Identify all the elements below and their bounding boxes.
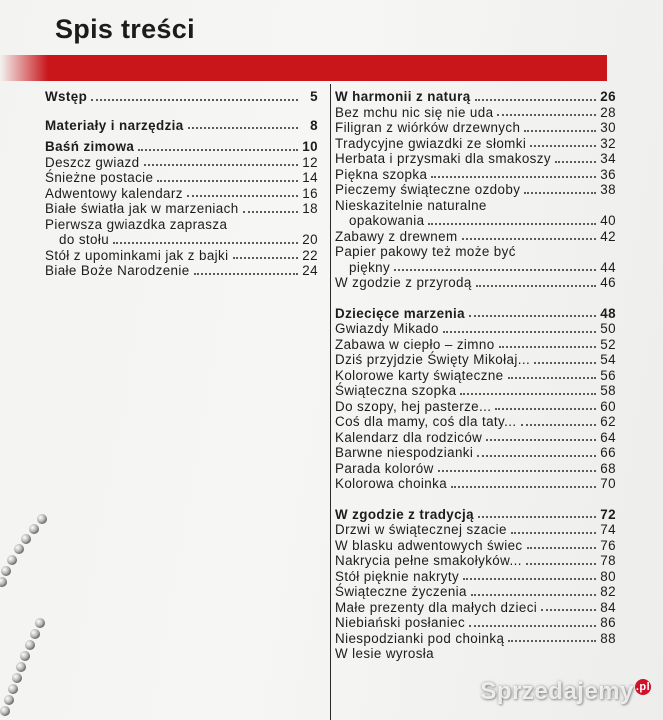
dot-leader [521,419,596,426]
column-divider [330,84,331,720]
dot-leader [443,326,596,333]
toc-section-heading[interactable] [45,89,318,105]
toc-entry-label: Zabawy z drewnem [335,228,458,244]
toc-entry-label: Materiały i narzędzia [45,117,184,133]
toc-page-number: 78 [600,553,616,568]
dot-leader [469,310,596,317]
toc-entry-label: Filigran z wiórków drzewnych [335,120,521,135]
toc-page-number: 80 [600,568,616,584]
toc-page-number: 58 [600,383,616,398]
toc-page-number: 28 [600,104,616,120]
toc-entry-label: Dziś przyjdzie Święty Mikołaj... [335,352,531,367]
toc-section-heading[interactable] [45,118,318,134]
toc-page-number: 54 [600,352,616,367]
dot-leader [541,604,596,611]
toc-entry-label: Białe Boże Narodzenie [45,263,190,278]
dot-leader [462,233,597,240]
toc-entry[interactable] [335,182,616,198]
dot-leader [243,206,298,213]
toc-entry[interactable] [335,430,616,446]
toc-page-number: 86 [600,615,616,630]
toc-section-heading[interactable] [45,139,318,155]
toc-entry[interactable] [335,244,616,260]
toc-entry-label: Coś dla mamy, coś dla taty... [335,414,517,429]
toc-entry[interactable] [335,136,616,152]
toc-entry-label: Nieskazitelnie naturalne [335,197,487,213]
toc-entry-label: Pieczemy świąteczne ozdoby [335,182,521,197]
toc-entry-label: Piękna szopka [335,166,428,182]
toc-entry[interactable] [335,522,616,538]
toc-entry-label: Niebiański posłaniec [335,615,466,630]
toc-page-number: 52 [600,336,616,352]
toc-page-number: 42 [600,228,616,244]
toc-entry-label: Wstęp [45,89,88,104]
toc-entry-label: Nakrycia pełne smakołyków... [335,553,522,568]
dot-leader [508,635,596,642]
toc-entry[interactable] [335,275,616,291]
toc-page-number: 32 [600,135,616,151]
toc-entry-label: Adwentowy kalendarz [45,185,183,201]
watermark-suffix: .pl [635,681,651,693]
toc-entry[interactable] [335,615,616,631]
toc-page-number: 38 [600,182,616,197]
toc-entry-label: W blasku adwentowych świec [335,537,523,553]
dot-leader [478,511,596,518]
dot-leader [138,144,298,151]
toc-page-number: 18 [302,201,318,216]
toc-entry[interactable] [335,198,616,214]
dot-leader [486,434,596,441]
dot-leader [233,252,298,259]
toc-right-column [335,89,616,662]
toc-entry-label: W lesie wyrosła [335,646,435,661]
toc-page-number: 8 [310,117,318,133]
toc-entry-label: Kolorowe karty świąteczne [335,367,504,383]
toc-page-number: 48 [600,305,616,321]
dot-leader [451,481,596,488]
toc-entry[interactable] [45,232,318,248]
toc-entry-label: Drzwi w świątecznej szacie [335,522,507,537]
dot-leader [431,171,596,178]
toc-page-number: 50 [600,321,616,336]
dot-leader [495,403,596,410]
toc-entry-label: Dziecięce marzenia [335,305,466,321]
bead-chain-decoration [0,505,60,720]
toc-entry[interactable] [335,584,616,600]
toc-entry[interactable] [335,399,616,415]
toc-page-number: 74 [600,522,616,537]
watermark-logo [480,678,651,706]
toc-entry[interactable] [335,414,616,430]
dot-leader [530,140,596,147]
dot-leader [526,558,596,565]
toc-entry[interactable] [335,167,616,183]
toc-entry[interactable] [335,538,616,554]
toc-page-number: 10 [302,139,318,154]
dot-leader [460,388,596,395]
toc-page-number: 66 [600,445,616,460]
toc-page-number: 40 [600,213,616,228]
toc-page-number: 88 [600,630,616,646]
dot-leader [428,218,596,225]
toc-entry-label: opakowania [349,213,425,228]
toc-entry[interactable] [335,260,616,276]
toc-entry[interactable] [335,646,616,662]
toc-entry-label: Do szopy, hej pasterze... [335,398,492,414]
toc-entry[interactable] [335,445,616,461]
dot-leader [499,341,596,348]
toc-entry[interactable] [335,229,616,245]
toc-entry-label: Bez mchu nic się nie uda [335,104,494,120]
toc-entry-label: Stół z upominkami jak z bajki [45,247,229,263]
toc-entry[interactable] [335,631,616,647]
title-accent-bar [0,55,607,81]
toc-entry-label: Parada kolorów [335,460,434,476]
dot-leader [555,156,596,163]
dot-leader [527,542,596,549]
toc-entry-label: Kalendarz dla rodziców [335,429,483,445]
toc-entry[interactable] [45,263,318,279]
toc-section-heading[interactable] [335,89,616,105]
toc-entry-label: piękny [349,259,391,275]
toc-page-number: 62 [600,414,616,429]
toc-page-number: 68 [600,460,616,476]
toc-entry[interactable] [335,105,616,121]
toc-entry-label: Zabawa w ciepło – zimno [335,336,495,352]
toc-entry-label: Barwne niespodzianki [335,445,474,460]
toc-entry[interactable] [45,248,318,264]
toc-entry[interactable] [335,337,616,353]
toc-entry-label: Stół pięknie nakryty [335,568,460,584]
dot-leader [113,237,298,244]
toc-page-number: 60 [600,398,616,414]
toc-page-number: 36 [600,166,616,182]
toc-entry-label: W zgodzie z przyrodą [335,275,472,290]
toc-entry-label: W zgodzie z tradycją [335,506,474,522]
dot-leader [187,190,298,197]
toc-entry[interactable] [45,186,318,202]
toc-page-number: 34 [600,151,616,166]
toc-entry[interactable] [335,321,616,337]
toc-entry[interactable] [335,600,616,616]
toc-left-column [45,89,318,279]
toc-entry-label: Papier pakowy też może być [335,244,516,259]
toc-entry-label: Pierwsza gwiazdka zaprasza [45,216,228,232]
toc-page-number: 56 [600,367,616,383]
toc-page-number: 5 [310,89,318,104]
toc-entry-label: Deszcz gwiazd [45,154,140,170]
toc-page-number: 16 [302,185,318,201]
toc-page-number: 84 [600,599,616,615]
toc-page-number: 14 [302,170,318,185]
toc-entry[interactable] [45,155,318,171]
toc-entry-label: Baśń zimowa [45,139,135,154]
dot-leader [91,94,298,101]
dot-leader [534,357,596,364]
toc-page-number: 64 [600,429,616,445]
dot-leader [497,109,596,116]
toc-entry-label: Gwiazdy Mikado [335,321,439,336]
toc-entry-label: W harmonii z naturą [335,89,471,104]
dot-leader [476,280,596,287]
toc-page-number: 44 [600,259,616,275]
toc-entry[interactable] [335,120,616,136]
dot-leader [477,450,596,457]
dot-leader [524,125,596,132]
toc-page-number: 26 [600,89,616,104]
toc-entry-label: Świąteczna szopka [335,383,457,398]
toc-page-number: 30 [600,120,616,135]
toc-page-number: 24 [302,263,318,278]
toc-entry-label: Herbata i przysmaki dla smakoszy [335,151,551,166]
dot-leader [463,573,596,580]
toc-entry[interactable] [335,151,616,167]
toc-page-number: 46 [600,275,616,290]
page-title: Spis treści [55,14,195,44]
toc-entry[interactable] [335,553,616,569]
toc-section-heading[interactable] [335,306,616,322]
toc-page-number: 22 [302,247,318,263]
toc-entry[interactable] [335,383,616,399]
dot-leader [511,527,596,534]
dot-leader [157,175,298,182]
dot-leader [194,268,298,275]
toc-page-number: 72 [600,506,616,522]
toc-section-heading[interactable] [335,507,616,523]
dot-leader [144,159,298,166]
toc-page-number: 20 [302,232,318,247]
toc-entry-label: Śnieżne postacie [45,170,154,185]
toc-entry-label: Białe światła jak w marzeniach [45,201,239,216]
dot-leader [475,94,596,101]
toc-entry[interactable] [335,352,616,368]
toc-entry[interactable] [45,201,318,217]
toc-entry[interactable] [335,569,616,585]
dot-leader [438,465,596,472]
toc-entry[interactable] [45,217,318,233]
dot-leader [524,187,596,194]
toc-entry[interactable] [335,476,616,492]
watermark-text: Sprzedajemy [480,678,634,705]
toc-page-number: 12 [302,154,318,170]
dot-leader [394,264,596,271]
toc-entry-label: Kolorowa choinka [335,476,448,491]
dot-leader [508,372,596,379]
toc-entry[interactable] [335,368,616,384]
toc-entry-label: Niespodzianki pod choinką [335,630,505,646]
toc-entry[interactable] [335,461,616,477]
toc-entry[interactable] [335,213,616,229]
toc-page-number: 70 [600,476,616,491]
dot-leader [188,122,298,129]
dot-leader [471,589,596,596]
toc-entry-label: Tradycyjne gwiazdki ze słomki [335,135,527,151]
dot-leader [469,620,596,627]
toc-page-number: 76 [600,537,616,553]
toc-page-number: 82 [600,584,616,599]
toc-entry[interactable] [45,170,318,186]
toc-entry-label: do stołu [59,232,110,247]
toc-entry-label: Małe prezenty dla małych dzieci [335,599,538,615]
toc-entry-label: Świąteczne życzenia [335,584,467,599]
